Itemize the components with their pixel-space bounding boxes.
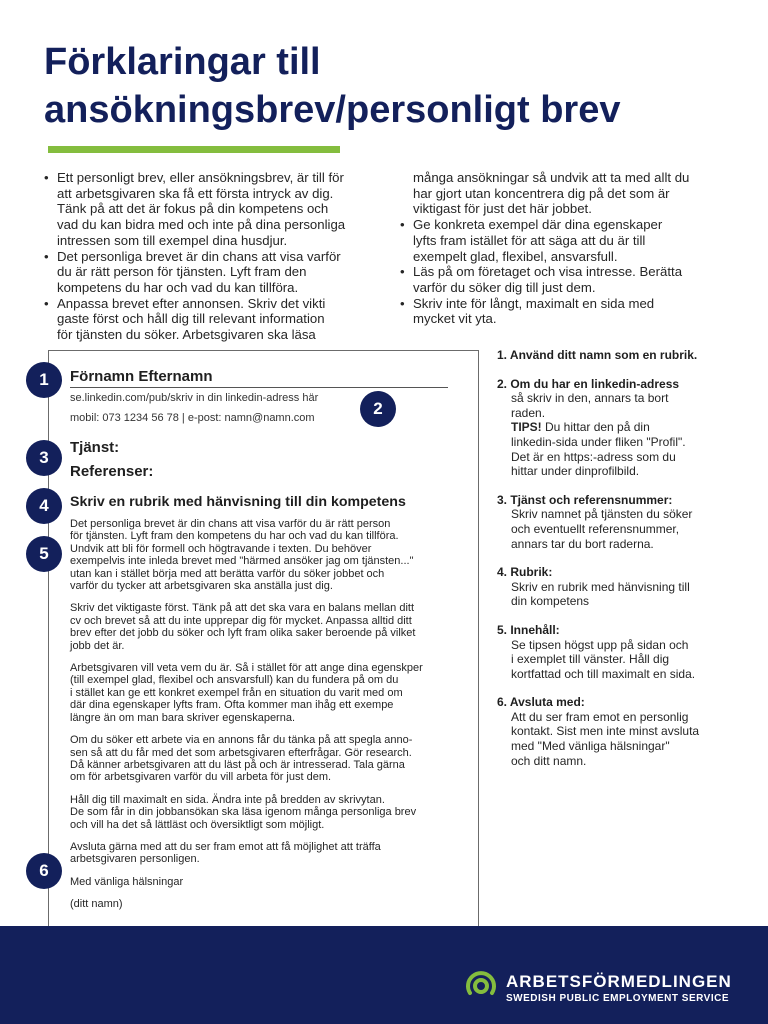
guide-item-line: så skriv in den, annars ta bort xyxy=(511,391,669,406)
letter-paragraph xyxy=(70,518,470,592)
intro-line: varför du söker dig till just dem. xyxy=(413,279,596,295)
guide-item-heading: 5. Innehåll: xyxy=(497,622,560,637)
letter-line: i stället kan ge ett konkret exempel från en situation du varit med om xyxy=(70,686,403,699)
letter-line: De som får in din jobbansökan ska läsa igenom många personliga brev xyxy=(70,806,417,819)
intro-line: • Ge konkreta exempel där dina egenskaper xyxy=(400,217,730,233)
letter-line: och vill ha det så lättläst och översiktligt som möjligt. xyxy=(70,818,325,831)
letter-line: Håll dig till maximalt en sida. Ändra inte på bredden av skrivytan. xyxy=(70,793,385,806)
guide-item-heading: 4. Rubrik: xyxy=(497,565,553,580)
letter-line: Skriv det viktigaste först. Tänk på att det ska vara en balans mellan ditt xyxy=(70,602,415,615)
guide-item-line: och eventuellt referensnummer, xyxy=(511,521,680,536)
guide-item-line: Skriv en rubrik med hänvisning till xyxy=(511,579,690,594)
letter-paragraph xyxy=(70,876,470,888)
letter-line: längre än om man bara skriver egenskaperna. xyxy=(70,711,296,724)
intro-line: många ansökningar så undvik att ta med allt du xyxy=(413,170,690,185)
step-badge-3: 3 xyxy=(26,440,62,476)
job-label: Tjänst: xyxy=(70,439,120,456)
brand-tagline: SWEDISH PUBLIC EMPLOYMENT SERVICE xyxy=(506,993,730,1004)
guide-item xyxy=(497,565,742,609)
step-badge-4: 4 xyxy=(26,488,62,524)
letter-line: där dina egenskaper lyfts fram. Ofta kommer man ihåg ett exempe xyxy=(70,699,394,712)
guide-item xyxy=(497,493,742,551)
linkedin-address: se.linkedin.com/pub/skriv in din linkedin-adress här xyxy=(70,392,319,404)
guide-item-heading: 1. Använd ditt namn som en rubrik. xyxy=(497,348,698,362)
guide-item xyxy=(497,377,742,479)
intro-line: lyfts fram istället för att säga att du är till xyxy=(413,232,646,248)
contact-info: mobil: 073 1234 56 78 | e-post: namn@namn.com xyxy=(70,412,315,424)
letter-line: Avsluta gärna med att du ser fram emot att få möjlighet att träffa xyxy=(70,840,381,853)
letter-paragraph xyxy=(70,898,470,910)
letter-line: Undvik att bli för formell och högtravande i texten. Du behöver xyxy=(70,542,372,555)
guide-item-line: raden. xyxy=(511,405,546,420)
intro-line: har gjort utan koncentrera dig på det som är xyxy=(413,185,670,201)
tips-label: TIPS! xyxy=(511,420,542,435)
accent-divider xyxy=(48,146,340,153)
guide-item-line: Skriv namnet på tjänsten du söker xyxy=(511,507,693,522)
letter-paragraph xyxy=(70,662,470,724)
guide-item xyxy=(497,623,742,681)
letter-line: utan kan i stället börja med att berätta varför du söker jobbet och xyxy=(70,567,385,580)
guide-item-line: kontakt. Sist men inte minst avsluta xyxy=(511,724,700,739)
intro-line: • Anpassa brevet efter annonsen. Skriv det vikti xyxy=(44,296,379,312)
guide-item-heading: 3. Tjänst och referensnummer: xyxy=(497,492,673,507)
letter-line: för tjänsten. Lyft fram den kompetens du har och vad du kan tillföra. xyxy=(70,530,399,543)
guide-item-line: med "Med vänliga hälsningar" xyxy=(511,739,670,754)
intro-line: att arbetsgivaren ska få ett första intryck av dig. xyxy=(57,185,334,201)
letter-paragraph xyxy=(70,602,470,652)
guide-list xyxy=(497,348,742,782)
guide-item-line: annars tar du bort raderna. xyxy=(511,536,654,551)
intro-line: Tänk på att det är fokus på din kompetens och xyxy=(57,201,329,217)
intro-line: gaste först och håll dig till relevant information xyxy=(57,311,325,327)
letter-line: Om du söker ett arbete via en annons får du tänka på att spegla anno- xyxy=(70,734,413,747)
guide-item-line: Att du ser fram emot en personlig xyxy=(511,709,689,724)
letter-paragraph xyxy=(70,841,470,866)
brand-name: ARBETSFÖRMEDLINGEN xyxy=(506,972,732,991)
page-title-line-2: ansökningsbrev/personligt brev xyxy=(44,89,621,131)
guide-item-line: Se tipsen högst upp på sidan och xyxy=(511,637,689,652)
intro-list-left xyxy=(44,170,379,343)
letter-line: (till exempel glad, flexibel och ansvarsfull) kan du fundera på om du xyxy=(70,674,399,687)
letter-line: (ditt namn) xyxy=(70,898,123,911)
intro-line: • Ett personligt brev, eller ansökningsbrev, är till för xyxy=(44,170,379,186)
guide-item-line: i exemplet till vänster. Håll dig xyxy=(511,652,670,667)
arbetsformedlingen-logo-icon xyxy=(464,967,498,1001)
intro-line: • Skriv inte för långt, maximalt en sida med xyxy=(400,296,730,312)
intro-line: viktigast för just det här jobbet. xyxy=(413,201,592,217)
name-underline xyxy=(70,387,448,388)
intro-line: för tjänsten du söker. Arbetsgivaren ska läsa xyxy=(57,327,316,343)
step-badge-1: 1 xyxy=(26,362,62,398)
intro-line: mycket vit yta. xyxy=(413,311,497,327)
guide-item-line: kortfattad och till maximalt en sida. xyxy=(511,666,696,681)
page-title-line-1: Förklaringar till xyxy=(44,41,321,83)
guide-item-heading: 2. Om du har en linkedin-adress xyxy=(497,376,680,391)
letter-line: Då känner arbetsgivaren att du läst på och är intresserad. Tala gärna xyxy=(70,758,405,771)
guide-item xyxy=(497,348,742,363)
guide-item-line: linkedin-sida under fliken "Profil". xyxy=(511,434,686,449)
references-label: Referenser: xyxy=(70,463,154,480)
letter-line: sen så att du får med det som arbetsgivaren efterfrågar. Gör research. xyxy=(70,746,412,759)
letter-line: brev efter det jobb du söker och lyft fram olika saker beroende på vilket xyxy=(70,627,416,640)
guide-item-line: Det är en https:-adress som du xyxy=(511,449,676,464)
intro-line: exempelt glad, flexibel, ansvarsfull. xyxy=(413,248,618,264)
letter-line: cv och brevet så att du inte upprepar dig för mycket. Anpassa alltid ditt xyxy=(70,614,412,627)
intro-line: • Det personliga brevet är din chans att visa varför xyxy=(44,249,379,265)
intro-list-right xyxy=(400,170,730,327)
guide-item-heading: 6. Avsluta med: xyxy=(497,695,585,710)
intro-line: kompetens du har och vad du kan tillföra. xyxy=(57,279,299,295)
letter-line: arbetsgivaren personligen. xyxy=(70,853,200,866)
step-badge-6: 6 xyxy=(26,853,62,889)
intro-line: intressen som till exempel dina husdjur. xyxy=(57,232,288,248)
letter-line: varför du tycker att arbetsgivaren ska anställa just dig. xyxy=(70,580,333,593)
letter-paragraph xyxy=(70,734,470,784)
tips-text: Du hittar den på din xyxy=(541,420,650,435)
step-badge-5: 5 xyxy=(26,536,62,572)
letter-line: Med vänliga hälsningar xyxy=(70,875,184,888)
page-title xyxy=(44,38,744,134)
letter-line: om för arbetsgivaren varför du vill arbeta för just dem. xyxy=(70,771,332,784)
guide-item-line: din kompetens xyxy=(511,594,590,609)
intro-line: • Läs på om företaget och visa intresse. Berätta xyxy=(400,264,730,280)
guide-item xyxy=(497,695,742,768)
intro-line: vad du kan bidra med och inte på dina personliga xyxy=(57,217,346,233)
letter-paragraph xyxy=(70,794,470,831)
letter-line: Arbetsgivaren vill veta vem du är. Så i stället för att ange dina egenskper xyxy=(70,662,423,675)
guide-item-line: hittar under dinprofilbild. xyxy=(511,464,640,479)
guide-item-line xyxy=(497,420,742,435)
letter-line: exempelvis inte inleda brevet med "härmed ansöker jag om tjänsten..." xyxy=(70,555,414,568)
guide-item-line: och ditt namn. xyxy=(511,753,587,768)
letter-heading: Skriv en rubrik med hänvisning till din kompetens xyxy=(70,494,406,510)
letter-body xyxy=(70,518,470,921)
intro-line: du är rätt person för tjänsten. Lyft fram den xyxy=(57,264,307,280)
step-badge-2: 2 xyxy=(360,391,396,427)
letter-line: jobb det är. xyxy=(70,639,125,652)
applicant-name: Förnamn Efternamn xyxy=(70,368,213,385)
letter-line: Det personliga brevet är din chans att visa varför du är rätt person xyxy=(70,518,391,530)
